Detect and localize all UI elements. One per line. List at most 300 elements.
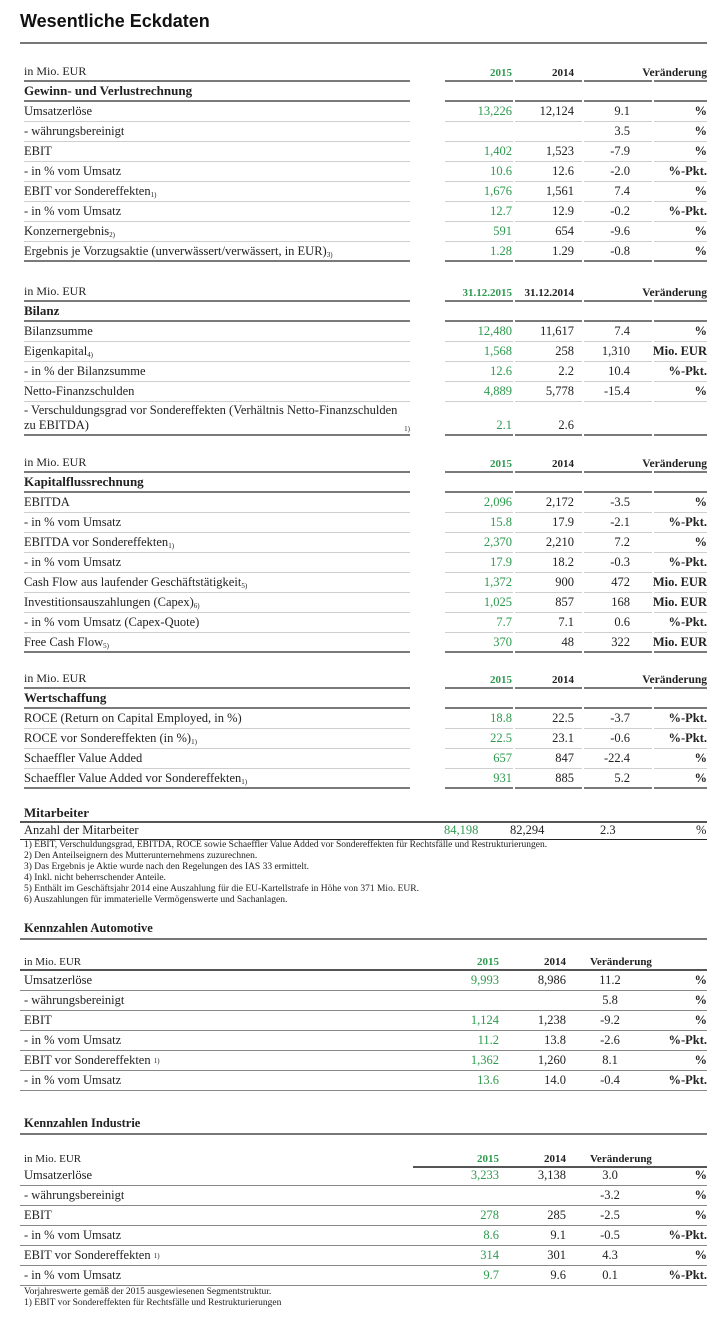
table-automotive [20, 954, 707, 1091]
section-table-0 [20, 62, 707, 262]
value-current: 22.5 [490, 731, 512, 745]
header-prior: 31.12.2014 [524, 287, 574, 299]
row-label-text: - währungsbereinigt [24, 993, 125, 1007]
value-current: 15.8 [490, 515, 512, 529]
table-row [20, 142, 707, 162]
row-label [24, 533, 410, 553]
value-current: 12,480 [477, 324, 512, 338]
row-label [24, 402, 410, 436]
value-current: 2,370 [483, 535, 512, 549]
title-divider [20, 42, 707, 44]
rule-segment [24, 651, 410, 653]
row-label [24, 1166, 404, 1185]
value-unit: Mio. EUR [652, 595, 707, 609]
value-current: 12.7 [490, 204, 512, 218]
footnote-ref: 1) [191, 738, 197, 746]
rule-segment [654, 260, 707, 262]
value-prior: 654 [555, 224, 574, 238]
value-change: -0.2 [610, 204, 630, 218]
row-label [24, 769, 410, 789]
section-name: Kapitalflussrechnung [24, 474, 144, 489]
table-row [20, 709, 707, 729]
value-unit: %-Pkt. [668, 615, 707, 629]
header-current: 2015 [490, 674, 512, 686]
row-label-text: - in % vom Umsatz [24, 1268, 122, 1282]
row-label-text: EBITDA [24, 495, 70, 509]
header-unit-label: in Mio. EUR [24, 671, 87, 685]
row-label-text: - währungsbereinigt [24, 1188, 125, 1202]
row-label [24, 709, 410, 729]
value-unit: % [694, 324, 707, 338]
header-prior: 2014 [552, 674, 574, 686]
footnote-ref: 1) [150, 191, 157, 199]
value-prior: 2.2 [558, 364, 574, 378]
footnote-ref: 3) [326, 251, 333, 259]
value-unit: %-Pkt. [668, 1033, 707, 1047]
value-change: -0.5 [600, 1228, 620, 1242]
rule-segment [24, 787, 410, 789]
row-label [24, 102, 410, 122]
row-label-text: Eigenkapital [24, 344, 88, 358]
value-prior: 12.9 [552, 204, 574, 218]
value-unit: % [696, 823, 707, 837]
value-unit: % [694, 144, 707, 158]
value-unit: %-Pkt. [668, 1228, 707, 1242]
value-prior: 2.6 [558, 418, 574, 432]
row-label-text: Schaeffler Value Added vor Sondereffekten [24, 771, 242, 785]
value-unit: % [694, 973, 707, 987]
value-current: 4,889 [483, 384, 512, 398]
row-label [24, 1011, 404, 1030]
value-prior: 48 [561, 635, 574, 649]
table-row [20, 1206, 707, 1226]
value-unit: % [694, 184, 707, 198]
value-unit: %-Pkt. [668, 555, 707, 569]
header-change: Veränderung [642, 458, 707, 470]
value-unit: Mio. EUR [652, 575, 707, 589]
rule-segment [654, 651, 707, 653]
header-current: 2015 [477, 1153, 499, 1165]
value-current: 13,226 [477, 104, 512, 118]
header-unit-label: in Mio. EUR [24, 956, 82, 968]
value-unit: %-Pkt. [668, 164, 707, 178]
value-prior: 285 [547, 1208, 566, 1222]
value-unit: %-Pkt. [668, 1073, 707, 1087]
value-unit: % [694, 104, 707, 118]
section-name-row [20, 689, 707, 709]
row-label-text: Bilanzsumme [24, 324, 93, 338]
footnotes [24, 840, 547, 906]
table-row [20, 202, 707, 222]
value-prior: 18.2 [552, 555, 574, 569]
value-current: 1,676 [483, 184, 512, 198]
rule-segment [654, 434, 707, 436]
value-change: 322 [611, 635, 630, 649]
value-prior: 3,138 [537, 1168, 566, 1182]
footnote-ref: 1) [168, 542, 175, 550]
table-header-row [20, 282, 707, 302]
value-prior: 1,260 [537, 1053, 566, 1067]
value-change: 0.6 [614, 615, 630, 629]
table-header-row [20, 453, 707, 473]
table-header-row [20, 669, 707, 689]
value-prior: 1,238 [537, 1013, 566, 1027]
table-row [20, 1186, 707, 1206]
table-row [20, 971, 707, 991]
rule-segment [515, 260, 582, 262]
value-change: 168 [611, 595, 630, 609]
table-row [20, 362, 707, 382]
row-label [24, 162, 410, 182]
header-prior: 2014 [552, 458, 574, 470]
value-current: 591 [493, 224, 512, 238]
value-unit: %-Pkt. [668, 1268, 707, 1282]
rule-segment [24, 434, 410, 436]
row-label-text: - Verschuldungsgrad vor Sondereffekten (Verhältnis Netto-Finanzschulden zu EBITDA) [24, 403, 398, 432]
value-unit [632, 402, 707, 436]
row-label-text: - in % vom Umsatz (Capex-Quote) [24, 615, 200, 629]
row-label [24, 971, 404, 990]
value-unit: % [694, 1168, 707, 1182]
row-label-text: Schaeffler Value Added [24, 751, 143, 765]
row-label [24, 322, 410, 342]
row-label-text: Ergebnis je Vorzugsaktie (unverwässert/verwässert, in EUR) [24, 244, 327, 258]
table-row [20, 533, 707, 553]
value-change: -0.6 [610, 731, 630, 745]
table-row [20, 102, 707, 122]
value-change: 3.5 [614, 124, 630, 138]
rule-segment [24, 260, 410, 262]
rule-segment [445, 434, 513, 436]
footnote: 1) EBIT, Verschuldungsgrad, EBITDA, ROCE sowie Schaeffler Value Added vor Sondereffekten für Rechtsfälle und Restrukturierungen. [24, 840, 548, 850]
value-change: 0.1 [602, 1268, 618, 1282]
row-label [24, 1226, 404, 1245]
row-label-text: - in % vom Umsatz [24, 164, 122, 178]
value-change: 10.4 [608, 364, 630, 378]
value-prior: 12,124 [539, 104, 574, 118]
value-current: 1,568 [483, 344, 512, 358]
section-title-automotive: Kennzahlen Automotive [24, 921, 153, 935]
row-label-text: Investitionsauszahlungen (Capex) [24, 595, 194, 609]
row-label [24, 1051, 404, 1070]
row-label [24, 342, 410, 362]
row-label-text: ROCE vor Sondereffekten (in %) [24, 731, 192, 745]
table-row [20, 769, 707, 789]
value-unit: % [694, 535, 707, 549]
footnote: Vorjahreswerte gemäß der 2015 ausgewiesenen Segmentstruktur. [24, 1287, 272, 1297]
rule-segment [584, 787, 652, 789]
row-label [24, 362, 410, 382]
value-change: -3.2 [600, 1188, 620, 1202]
footnote-ref: 5) [241, 582, 248, 590]
value-change: 8.1 [602, 1053, 618, 1067]
value-change: -3.5 [610, 495, 630, 509]
value-prior: 9.1 [550, 1228, 566, 1242]
row-label [24, 1186, 404, 1205]
value-current: 657 [493, 751, 512, 765]
value-unit: % [694, 244, 707, 258]
section-name: Wertschaffung [24, 690, 107, 705]
section-title-mitarbeiter: Mitarbeiter [24, 805, 89, 820]
value-prior: 13.8 [544, 1033, 566, 1047]
row-label [24, 749, 410, 769]
value-prior: 82,294 [510, 823, 545, 837]
value-current: 2.1 [496, 418, 512, 432]
value-change: 7.4 [614, 324, 630, 338]
row-label-text: - währungsbereinigt [24, 124, 125, 138]
table-industrie [20, 1149, 707, 1286]
table-row [20, 322, 707, 342]
rule-segment [445, 651, 513, 653]
value-change: 472 [611, 575, 630, 589]
table-row [20, 1246, 707, 1266]
value-change: 3.0 [602, 1168, 618, 1182]
table-row [20, 1266, 707, 1286]
table-row [20, 242, 707, 262]
footnote-ref: 5) [103, 642, 110, 650]
section-name: Bilanz [24, 303, 60, 318]
value-prior: 17.9 [552, 515, 574, 529]
header-unit-label: in Mio. EUR [24, 1153, 82, 1165]
rule-segment [515, 651, 582, 653]
value-change: -0.8 [610, 244, 630, 258]
value-prior: 22.5 [552, 711, 574, 725]
row-label [24, 493, 410, 513]
value-unit: Mio. EUR [652, 344, 707, 358]
value-unit: % [694, 384, 707, 398]
table-row [20, 1071, 707, 1091]
value-prior: 2,210 [545, 535, 574, 549]
value-prior: 1.29 [552, 244, 574, 258]
row-label [24, 1206, 404, 1225]
value-unit: % [694, 1208, 707, 1222]
value-prior: 9.6 [550, 1268, 566, 1282]
value-unit: % [694, 224, 707, 238]
value-change: -2.6 [600, 1033, 620, 1047]
value-change: 7.2 [614, 535, 630, 549]
value-change: -7.9 [610, 144, 630, 158]
row-label [24, 573, 410, 593]
value-current: 1.28 [490, 244, 512, 258]
value-current: 2,096 [483, 495, 512, 509]
rule-segment [584, 434, 652, 436]
value-current: 1,372 [483, 575, 512, 589]
table-header-row [20, 1149, 707, 1166]
header-change: Veränderung [590, 956, 652, 968]
rule-segment [445, 260, 513, 262]
value-change: -15.4 [603, 384, 630, 398]
value-change: 5.8 [602, 993, 618, 1007]
table-header-row [20, 62, 707, 82]
row-label-text: Umsatzerlöse [24, 973, 93, 987]
value-current: 370 [493, 635, 512, 649]
footnote-ref: 1) [153, 1251, 160, 1260]
value-unit: Mio. EUR [652, 635, 707, 649]
value-prior: 258 [555, 344, 574, 358]
value-change: -3.7 [610, 711, 630, 725]
industrie-divider [20, 1133, 707, 1135]
value-current: 12.6 [490, 364, 512, 378]
value-prior: 7.1 [558, 615, 574, 629]
header-unit-label: in Mio. EUR [24, 64, 87, 78]
header-change: Veränderung [590, 1153, 652, 1165]
value-current: 1,124 [470, 1013, 499, 1027]
footnote-ref: 2) [109, 231, 115, 239]
value-unit: %-Pkt. [668, 364, 707, 378]
section-name: Gewinn- und Verlustrechnung [24, 83, 193, 98]
row-label [24, 991, 404, 1010]
value-prior: 1,523 [545, 144, 574, 158]
table-row [20, 402, 707, 436]
value-unit: % [694, 993, 707, 1007]
row-label: Anzahl der Mitarbeiter [24, 823, 139, 837]
footnote: 5) Enthält im Geschäftsjahr 2014 eine Auszahlung für die EU-Kartellstrafe in Höhe von 371 Mio. EUR. [24, 884, 419, 894]
value-current: 13.6 [477, 1073, 499, 1087]
row-label-text: - in % vom Umsatz [24, 1033, 122, 1047]
automotive-divider [20, 938, 707, 940]
value-unit: % [694, 1013, 707, 1027]
section-title-industrie: Kennzahlen Industrie [24, 1116, 141, 1130]
table-row [20, 222, 707, 242]
section-table-2 [20, 453, 707, 653]
row-label-text: EBIT vor Sondereffekten [24, 1248, 151, 1262]
row-label [24, 1071, 404, 1090]
section-name-row [20, 82, 707, 102]
value-change: -2.5 [600, 1208, 620, 1222]
header-current: 2015 [477, 956, 499, 968]
table-row [20, 1226, 707, 1246]
table-row [20, 1031, 707, 1051]
footnote: 1) EBIT vor Sondereffekten für Rechtsfälle und Restrukturierungen [24, 1298, 282, 1308]
footnote: 6) Auszahlungen für immaterielle Vermögenswerte und Sachanlagen. [24, 895, 288, 905]
row-label-text: - in % vom Umsatz [24, 204, 122, 218]
rule-segment [584, 260, 652, 262]
row-label [24, 633, 410, 653]
row-label [24, 122, 410, 142]
row-label-text: EBIT vor Sondereffekten [24, 1053, 151, 1067]
page-title: Wesentliche Eckdaten [20, 11, 210, 31]
row-label [24, 613, 410, 633]
row-label [24, 182, 410, 202]
row-label-text: Netto-Finanzschulden [24, 384, 135, 398]
header-unit-label: in Mio. EUR [24, 455, 87, 469]
footnote-ref: 1) [241, 778, 248, 786]
value-unit: %-Pkt. [668, 731, 707, 745]
section-name-row [20, 302, 707, 322]
header-prior: 2014 [544, 956, 566, 968]
header-change: Veränderung [642, 287, 707, 299]
row-label-text: EBIT [24, 1013, 52, 1027]
row-label-text: Cash Flow aus laufender Geschäftstätigkeit [24, 575, 242, 589]
value-current: 7.7 [496, 615, 512, 629]
value-change: -0.3 [610, 555, 630, 569]
value-prior [480, 991, 566, 1010]
value-prior: 14.0 [544, 1073, 566, 1087]
section-name-row [20, 473, 707, 493]
row-label [24, 242, 410, 262]
value-current: 9,993 [470, 973, 499, 987]
table-row [20, 122, 707, 142]
row-label [24, 1266, 404, 1285]
value-prior: 857 [555, 595, 574, 609]
section-table-3 [20, 669, 707, 789]
value-current: 17.9 [490, 555, 512, 569]
value-change: -0.4 [600, 1073, 620, 1087]
row-label [24, 202, 410, 222]
row-label [24, 553, 410, 573]
row-label-text: EBIT [24, 144, 52, 158]
value-unit: % [694, 751, 707, 765]
value-current: 8.6 [483, 1228, 499, 1242]
header-prior: 2014 [552, 67, 574, 79]
value-unit: %-Pkt. [668, 515, 707, 529]
footnote: 4) Inkl. nicht beherrschender Anteile. [24, 873, 166, 883]
header-current: 2015 [490, 458, 512, 470]
value-unit: % [694, 771, 707, 785]
footnote-ref: 1) [153, 1056, 160, 1065]
rule-segment [515, 434, 582, 436]
row-label [24, 593, 410, 613]
value-change: -9.6 [610, 224, 630, 238]
row-label [24, 513, 410, 533]
section-table-1 [20, 282, 707, 436]
row-label [24, 382, 410, 402]
row-label-text: Umsatzerlöse [24, 1168, 93, 1182]
value-change: 11.2 [599, 973, 621, 987]
value-unit: %-Pkt. [668, 711, 707, 725]
value-prior: 885 [555, 771, 574, 785]
rule-segment [654, 787, 707, 789]
rule-segment [584, 651, 652, 653]
value-change: 4.3 [602, 1248, 618, 1262]
value-unit: % [694, 495, 707, 509]
header-current: 31.12.2015 [462, 287, 512, 299]
value-prior: 900 [555, 575, 574, 589]
industrie-footnotes [24, 1287, 281, 1309]
value-current: 931 [493, 771, 512, 785]
row-label-text: - in % vom Umsatz [24, 555, 122, 569]
row-label-text: Konzernergebnis [24, 224, 110, 238]
header-unit-label: in Mio. EUR [24, 284, 87, 298]
value-current: 1,025 [483, 595, 512, 609]
footnote-ref: 4) [87, 351, 94, 359]
row-label-text: EBITDA vor Sondereffekten [24, 535, 169, 549]
table-row-mitarbeiter [20, 823, 707, 839]
rule-segment [445, 787, 513, 789]
value-unit: % [694, 1248, 707, 1262]
row-label [24, 142, 410, 162]
row-label-text: - in % vom Umsatz [24, 515, 122, 529]
row-label-text: - in % der Bilanzsumme [24, 364, 146, 378]
value-prior: 2,172 [545, 495, 574, 509]
header-current: 2015 [490, 67, 512, 79]
value-current: 18.8 [490, 711, 512, 725]
row-label [24, 729, 410, 749]
table-row [20, 593, 707, 613]
table-row [20, 1011, 707, 1031]
value-current: 9.7 [483, 1268, 499, 1282]
row-label [24, 1031, 404, 1050]
footnote-ref: 6) [193, 602, 200, 610]
value-prior: 12.6 [552, 164, 574, 178]
value-prior: 11,617 [540, 324, 574, 338]
table-row [20, 162, 707, 182]
header-change: Veränderung [642, 67, 707, 79]
row-label-text: EBIT vor Sondereffekten [24, 184, 151, 198]
table-row [20, 613, 707, 633]
table-header-row [20, 954, 707, 971]
value-current: 314 [480, 1248, 499, 1262]
